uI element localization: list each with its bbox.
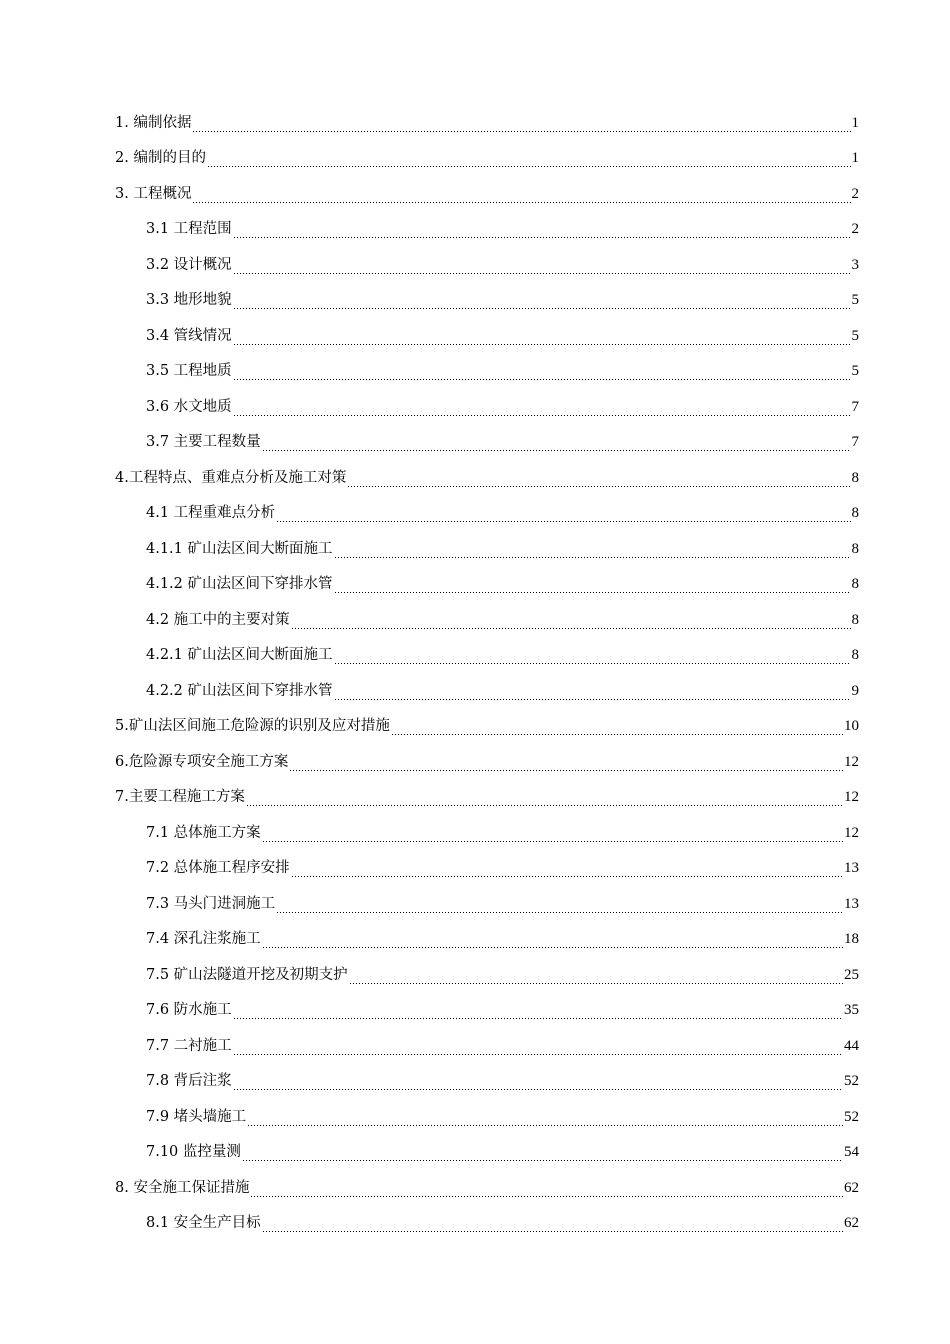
toc-dot-leader <box>262 947 843 948</box>
toc-dot-leader <box>276 521 850 522</box>
toc-entry[interactable] <box>0 531 950 567</box>
toc-dot-leader <box>291 876 843 877</box>
toc-entry-title: 4.1 工程重难点分析 <box>146 505 276 522</box>
toc-dot-leader <box>262 841 843 842</box>
toc-entry-title: 7.8 背后注浆 <box>146 1073 232 1090</box>
toc-entry-title: 3.2 设计概况 <box>146 256 232 273</box>
toc-entry[interactable] <box>0 638 950 674</box>
toc-entry-title: 4.2.1 矿山法区间大断面施工 <box>146 647 333 664</box>
toc-entry-title: 6.危险源专项安全施工方案 <box>115 753 289 770</box>
toc-entry-title: 7.7 二衬施工 <box>146 1037 232 1054</box>
toc-entry-page-number: 13 <box>844 895 859 912</box>
toc-entry-title: 4.1.1 矿山法区间大断面施工 <box>146 540 333 557</box>
toc-entry-title: 8. 安全施工保证措施 <box>115 1179 250 1196</box>
toc-entry-title: 3.4 管线情况 <box>146 327 232 344</box>
toc-entry-title: 7.4 深孔注浆施工 <box>146 931 261 948</box>
toc-entry-page-number: 1 <box>851 114 859 131</box>
toc-entry-title: 7.3 马头门进洞施工 <box>146 895 276 912</box>
toc-entry-page-number: 18 <box>844 931 859 948</box>
toc-dot-leader <box>233 344 851 345</box>
toc-dot-leader <box>233 415 851 416</box>
toc-entry-page-number: 13 <box>844 860 859 877</box>
toc-entry[interactable] <box>0 744 950 780</box>
toc-entry-page-number: 8 <box>851 611 859 628</box>
toc-entry-page-number: 35 <box>844 1002 859 1019</box>
toc-entry[interactable] <box>0 354 950 390</box>
toc-entry-page-number: 2 <box>851 221 859 238</box>
toc-entry-title: 4.2 施工中的主要对策 <box>146 611 290 628</box>
toc-entry-title: 4.工程特点、重难点分析及施工对策 <box>115 469 347 486</box>
toc-entry[interactable] <box>0 886 950 922</box>
toc-entry-title: 7.5 矿山法隧道开挖及初期支护 <box>146 966 348 983</box>
toc-dot-leader <box>347 486 850 487</box>
toc-entry-title: 5.矿山法区间施工危险源的识别及应对措施 <box>115 718 390 735</box>
toc-dot-leader <box>246 805 843 806</box>
toc-entry-title: 4.1.2 矿山法区间下穿排水管 <box>146 576 333 593</box>
toc-dot-leader <box>334 592 851 593</box>
toc-entry-title: 3.7 主要工程数量 <box>146 434 261 451</box>
toc-entry[interactable] <box>0 993 950 1029</box>
toc-entry[interactable] <box>0 1206 950 1242</box>
toc-entry-page-number: 12 <box>844 753 859 770</box>
toc-dot-leader <box>289 770 843 771</box>
toc-entry[interactable] <box>0 283 950 319</box>
toc-entry[interactable] <box>0 105 950 141</box>
toc-dot-leader <box>207 166 851 167</box>
toc-dot-leader <box>192 131 850 132</box>
toc-entry-title: 4.2.2 矿山法区间下穿排水管 <box>146 682 333 699</box>
toc-entry-title: 7.主要工程施工方案 <box>115 789 245 806</box>
toc-dot-leader <box>233 379 851 380</box>
toc-dot-leader <box>391 734 843 735</box>
toc-entry-page-number: 62 <box>844 1215 859 1232</box>
toc-entry[interactable] <box>0 851 950 887</box>
toc-entry[interactable] <box>0 212 950 248</box>
toc-entry-page-number: 8 <box>851 540 859 557</box>
toc-entry[interactable] <box>0 709 950 745</box>
toc-entry-page-number: 8 <box>851 647 859 664</box>
toc-entry-page-number: 12 <box>844 789 859 806</box>
toc-dot-leader <box>276 912 843 913</box>
toc-entry-title: 3. 工程概况 <box>115 185 192 202</box>
toc-entry-title: 3.3 地形地貌 <box>146 292 232 309</box>
toc-entry-title: 7.9 堵头墙施工 <box>146 1108 247 1125</box>
toc-entry-page-number: 8 <box>851 576 859 593</box>
toc-dot-leader <box>233 308 851 309</box>
toc-entry-title: 3.6 水文地质 <box>146 398 232 415</box>
toc-entry[interactable] <box>0 673 950 709</box>
toc-dot-leader <box>250 1196 843 1197</box>
toc-entry-page-number: 25 <box>844 966 859 983</box>
toc-entry[interactable] <box>0 602 950 638</box>
toc-entry[interactable] <box>0 1064 950 1100</box>
toc-entry-page-number: 9 <box>851 682 859 699</box>
toc-dot-leader <box>233 1054 843 1055</box>
toc-entry-page-number: 5 <box>851 363 859 380</box>
toc-entry[interactable] <box>0 1028 950 1064</box>
toc-entry-page-number: 52 <box>844 1073 859 1090</box>
toc-entry[interactable] <box>0 496 950 532</box>
toc-dot-leader <box>334 557 851 558</box>
toc-dot-leader <box>334 699 851 700</box>
toc-entry-page-number: 52 <box>844 1108 859 1125</box>
toc-dot-leader <box>262 450 851 451</box>
toc-entry-page-number: 7 <box>851 398 859 415</box>
toc-dot-leader <box>192 202 850 203</box>
toc-dot-leader <box>291 628 851 629</box>
toc-entry-title: 7.6 防水施工 <box>146 1002 232 1019</box>
toc-entry[interactable] <box>0 141 950 177</box>
toc-entry[interactable] <box>0 247 950 283</box>
toc-dot-leader <box>247 1125 843 1126</box>
toc-entry-page-number: 62 <box>844 1179 859 1196</box>
toc-dot-leader <box>233 273 851 274</box>
toc-dot-leader <box>334 663 851 664</box>
toc-entry-page-number: 7 <box>851 434 859 451</box>
toc-entry-title: 3.1 工程范围 <box>146 221 232 238</box>
toc-entry-page-number: 3 <box>851 256 859 273</box>
toc-entry-page-number: 8 <box>851 469 859 486</box>
toc-entry-title: 1. 编制依据 <box>115 114 192 131</box>
toc-entry[interactable] <box>0 1099 950 1135</box>
toc-dot-leader <box>262 1231 843 1232</box>
table-of-contents <box>0 105 950 1241</box>
toc-entry-page-number: 54 <box>844 1144 859 1161</box>
toc-dot-leader <box>242 1160 843 1161</box>
toc-dot-leader <box>349 983 843 984</box>
toc-entry[interactable] <box>0 957 950 993</box>
toc-dot-leader <box>233 1018 843 1019</box>
toc-entry-page-number: 44 <box>844 1037 859 1054</box>
toc-entry[interactable] <box>0 815 950 851</box>
toc-entry-title: 8.1 安全生产目标 <box>146 1215 261 1232</box>
toc-entry-page-number: 8 <box>851 505 859 522</box>
toc-entry-page-number: 5 <box>851 292 859 309</box>
toc-entry-page-number: 12 <box>844 824 859 841</box>
toc-entry-page-number: 1 <box>851 150 859 167</box>
toc-entry-page-number: 2 <box>851 185 859 202</box>
toc-entry-title: 2. 编制的目的 <box>115 150 206 167</box>
toc-entry-title: 7.10 监控量测 <box>146 1144 241 1161</box>
toc-entry[interactable] <box>0 922 950 958</box>
toc-entry[interactable] <box>0 176 950 212</box>
toc-entry[interactable] <box>0 389 950 425</box>
toc-dot-leader <box>233 1089 843 1090</box>
toc-entry[interactable] <box>0 567 950 603</box>
toc-dot-leader <box>233 237 851 238</box>
toc-entry[interactable] <box>0 425 950 461</box>
toc-entry-title: 3.5 工程地质 <box>146 363 232 380</box>
toc-entry[interactable] <box>0 1170 950 1206</box>
toc-entry-page-number: 5 <box>851 327 859 344</box>
toc-entry[interactable] <box>0 318 950 354</box>
toc-entry-title: 7.1 总体施工方案 <box>146 824 261 841</box>
toc-entry[interactable] <box>0 460 950 496</box>
toc-entry-title: 7.2 总体施工程序安排 <box>146 860 290 877</box>
toc-entry[interactable] <box>0 780 950 816</box>
toc-entry-page-number: 10 <box>844 718 859 735</box>
toc-entry[interactable] <box>0 1135 950 1171</box>
